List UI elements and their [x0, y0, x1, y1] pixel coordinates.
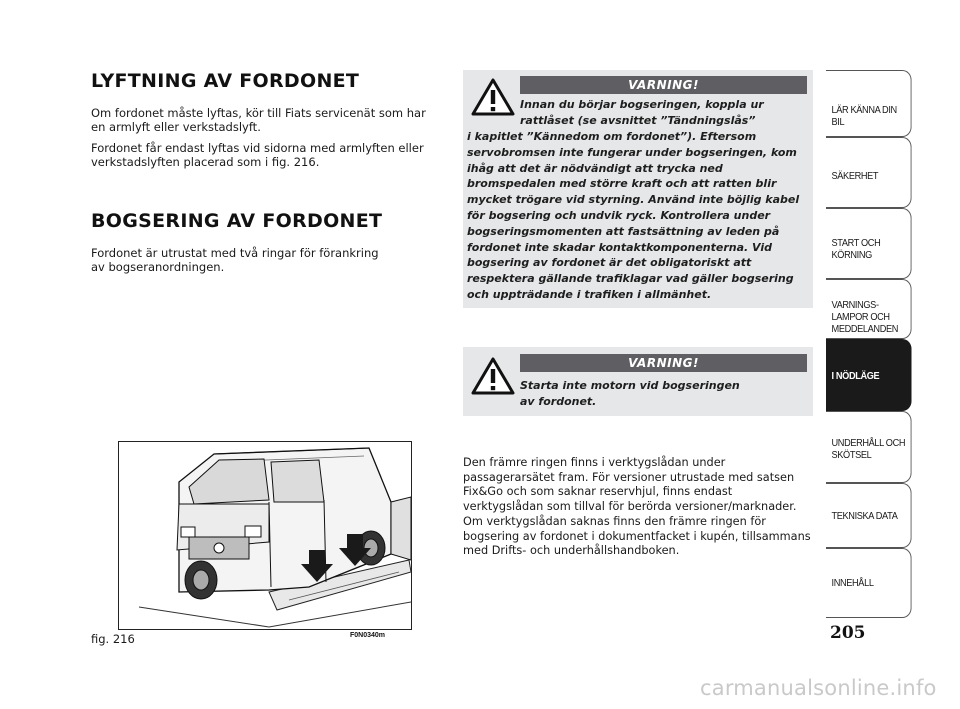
figure-caption: fig. 216 [91, 632, 135, 646]
warning-title-bar: VARNING! [520, 354, 807, 372]
tab-label: UNDERHÅLL OCH SKÖTSEL [831, 438, 906, 461]
page-number: 205 [830, 623, 866, 643]
nav-tab-starting-driving[interactable] [826, 208, 912, 279]
warning-triangle-icon [471, 357, 515, 395]
front-ring-paragraph: Den främre ringen finns i verktygslådan under passagerarsätet fram. För versioner utrustade med satsen Fix&Go och som saknar reservhjul, finns endast verktygslådan som tillval för berörda versioner/marknader. Om verktygslådan saknas finns den främre ringen för bogsering av fordonet i dokumentfacket i kupén, tillsammans med Drifts- och underhållshandboken. [463, 456, 811, 558]
paragraph: Fordonet är utrustat med två ringar för förankring av bogseranordningen. [91, 246, 379, 274]
nav-tab-know-your-car[interactable] [826, 70, 912, 137]
nav-tab-technical-data[interactable] [826, 483, 912, 548]
section-heading-lifting: LYFTNING AV FORDONET [91, 70, 360, 92]
nav-tab-safety[interactable] [826, 137, 912, 208]
tab-label: LÄR KÄNNA DIN BIL [831, 105, 897, 128]
warning-text-body: i kapitlet ”Kännedom om fordonet”). Eftersom servobromsen inte fungerar under bogseringen, kom ihåg att det är nödvändigt att trycka ned bromspedalen med större kraft och att ratten blir mycket trögare vid styrning. Använd inte böjlig kabel för bogsering och undvik ryck. Kontrollera under bogseringsmomenten att fastsättning av leden på fordonet inte skadar kontaktkomponenterna. Vid bogsering av fordonet är det obligatoriskt att respektera gällande trafiklagar vad gäller bogsering och uppträdande i trafiken i allmänhet. [467, 130, 800, 301]
tab-label: SÄKERHET [831, 171, 879, 182]
tab-label: TEKNISKA DATA [831, 511, 898, 522]
section-towing-body [91, 246, 391, 281]
warning-title-bar: VARNING! [520, 76, 807, 94]
paragraph: Fordonet får endast lyftas vid sidorna med armlyften eller verkstadslyften placerad som i fig. 216. [91, 141, 424, 169]
nav-tab-contents[interactable] [826, 548, 912, 618]
warning-box-towing [463, 70, 813, 308]
van-illustration [119, 442, 411, 629]
nav-tab-warning-lights[interactable] [826, 279, 912, 339]
warning-box-engine [463, 347, 813, 416]
warning-text-lead: Innan du börjar bogseringen, koppla ur rattlåset (se avsnittet ”Tändningslås” [520, 98, 764, 127]
nav-tab-emergency[interactable] [826, 339, 912, 411]
nav-tab-maintenance[interactable] [826, 411, 912, 483]
tab-label: START OCH KÖRNING [831, 238, 881, 261]
figure-code: F0N0340m [350, 632, 386, 639]
figure-216 [118, 441, 412, 630]
section-lifting-body [91, 106, 436, 176]
watermark: carmanualsonline.info [700, 676, 937, 700]
tab-label: INNEHÅLL [831, 578, 874, 589]
paragraph: Om fordonet måste lyftas, kör till Fiats servicenät som har en armlyft eller verkstadslyft. [91, 106, 426, 134]
section-heading-towing: BOGSERING AV FORDONET [91, 210, 383, 232]
tab-label: I NÖDLÄGE [831, 371, 880, 382]
warning-triangle-icon [471, 78, 515, 116]
warning-text: Starta inte motorn vid bogseringen av fordonet. [520, 379, 740, 408]
tab-label: VARNINGS- LAMPOR OCH MEDDELANDEN [831, 300, 899, 335]
